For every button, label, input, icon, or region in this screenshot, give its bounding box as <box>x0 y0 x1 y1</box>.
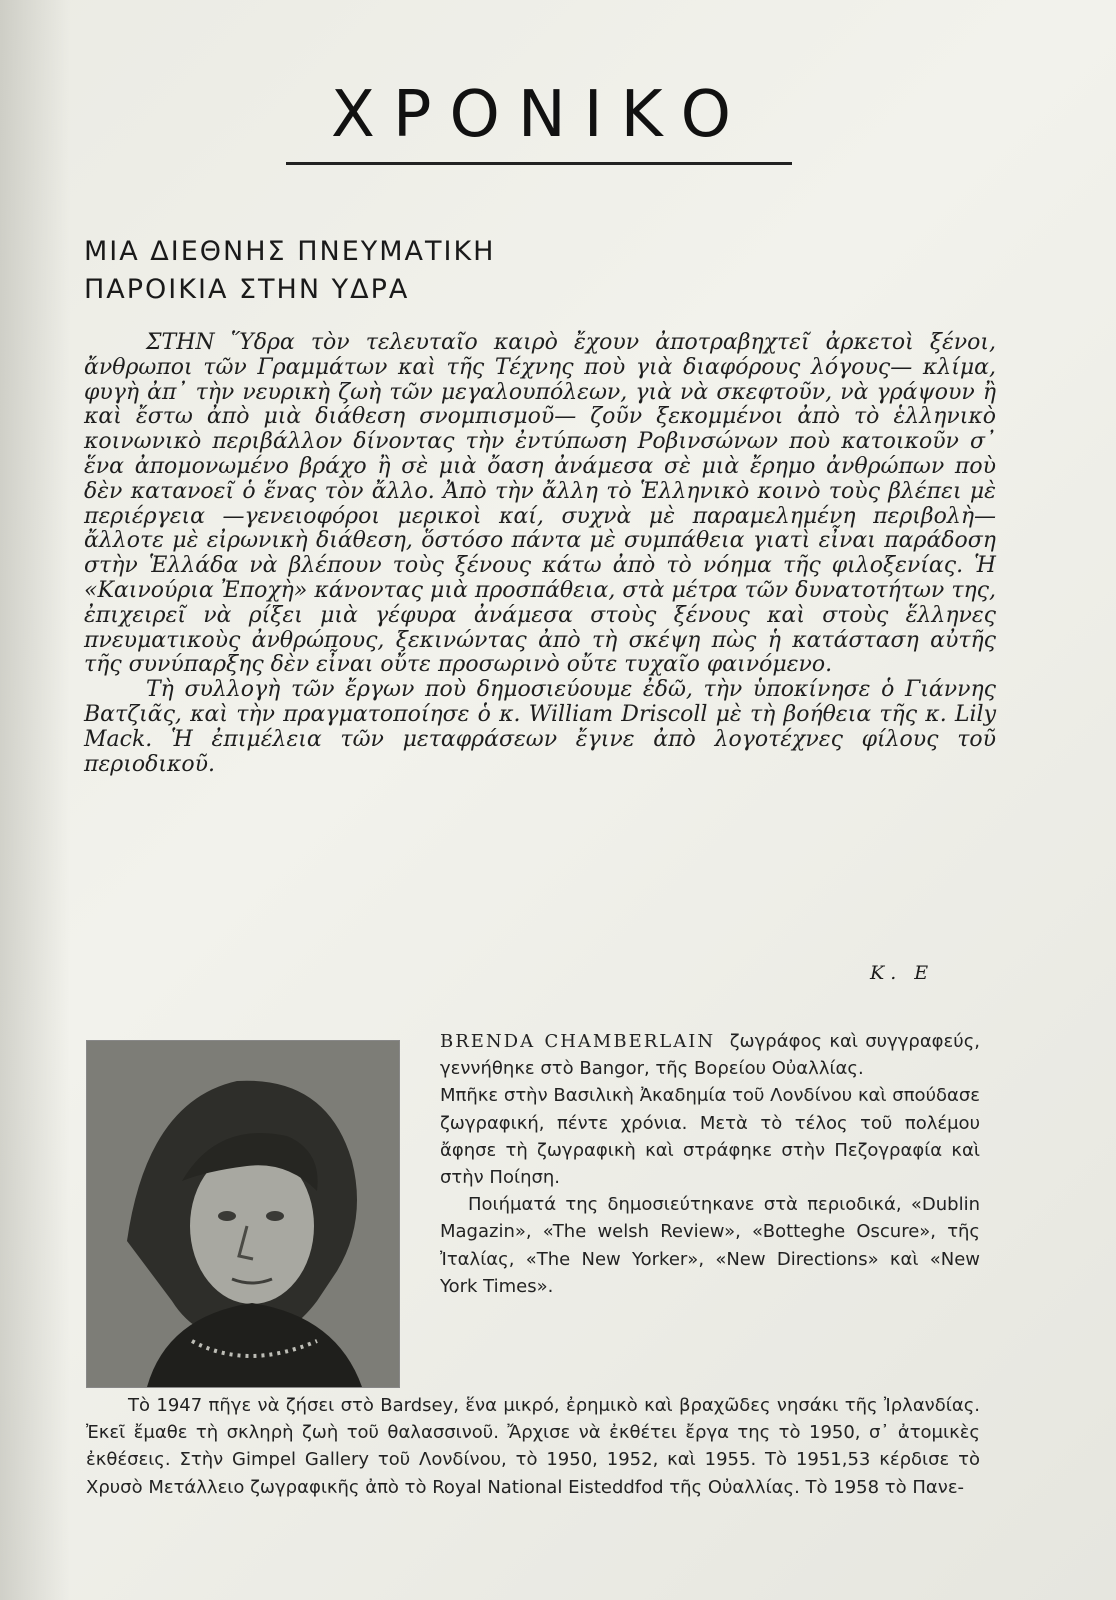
biography-column <box>440 1028 980 1300</box>
article-intro <box>84 331 996 777</box>
editor-signature: Κ. Ε <box>870 962 935 984</box>
title-underline <box>286 162 792 165</box>
page-edge-shadow <box>0 0 70 1600</box>
author-portrait-photo <box>86 1040 400 1388</box>
biography-intro: ζωγράφος καὶ συγγραφεύς, γεννήθηκε στὸ Bangor, τῆς Βορείου Οὐαλλίας. <box>440 1031 980 1080</box>
article-heading-line-1: ΜΙΑ ΔΙΕΘΝΗΣ ΠΝΕΥΜΑΤΙΚΗ <box>84 236 496 267</box>
portrait-illustration <box>87 1041 399 1387</box>
section-title: ΧΡΟΝΙΚΟ <box>331 78 749 152</box>
intro-paragraph-1: ΣΤΗΝ Ὕδρα τὸν τελευταῖο καιρὸ ἔχουν ἀποτραβηχτεῖ ἀρκετοὶ ξένοι, ἄνθρωποι τῶν Γραμμάτων καὶ τῆς Τέχνης ποὺ γιὰ διαφόρους λόγους— κλίμα, φυγὴ ἀπ᾿ τὴν νευρικὴ ζωὴ τῶν μεγαλουπόλεων, γιὰ νὰ σκεφτοῦν, νὰ γράψουν ἢ καὶ ἔστω ἀπὸ μιὰ διάθεση σνομπισμοῦ— ζοῦν ξεκομμένοι ἀπὸ τὸ ἑλληνικὸ κοινωνικὸ περιβάλλον δίνοντας τὴν ἐντύπωση Ροβινσώνων ποὺ κατοικοῦν σ᾿ ἕνα ἀπομονωμένο βράχο ἢ σὲ μιὰ ὄαση ἀνάμεσα σὲ μιὰ ἔρημο ἀνθρώπων ποὺ δὲν κατανοεῖ ὁ ἕνας τὸν ἄλλο. Ἀπὸ τὴν ἄλλη τὸ Ἑλληνικὸ κοινὸ τοὺς βλέπει μὲ περιέργεια —γενειοφόροι μερικοὶ καί, συχνὰ μὲ παραμελημένη περιβολὴ— ἄλλοτε μὲ εἰρωνικὴ διάθεση, ὅστόσο πάντα μὲ συμπάθεια γιατὶ εἶναι παράδοση στὴν Ἑλλάδα νὰ βλέπουν τοὺς ξένους κάτω ἀπὸ τὸ νόημα τῆς φιλοξενίας. Ἡ «Καινούρια Ἐποχὴ» κάνοντας μιὰ προσπάθεια, στὰ μέτρα τῶν δυνατοτήτων της, ἐπιχειρεῖ νὰ ρίξει μιὰ γέφυρα ἀνάμεσα στοὺς ξένους καὶ στοὺς ἕλληνες πνευματικοὺς ἀνθρώπους, ξεκινώντας ἀπὸ τὴ σκέψη πὼς ἡ κατάσταση αὐτῆς τῆς συνύπαρξης δὲν εἶναι οὔτε προσωρινὸ οὔτε τυχαῖο φαινόμενο. <box>84 330 996 678</box>
biography-paragraph-2: Μπῆκε στὴν Βασιλικὴ Ἀκαδημία τοῦ Λονδίνου καὶ σπούδασε ζωγραφική, πέντε χρόνια. Μετὰ τὸ τέλος τοῦ πολέμου ἄφησε τὴ ζωγραφικὴ καὶ στράφηκε στὴν Πεζογραφία καὶ στὴν Ποίηση. <box>440 1085 980 1189</box>
biography-continuation <box>86 1392 980 1501</box>
biography-paragraph-4: Τὸ 1947 πῆγε νὰ ζήσει στὸ Bardsey, ἕνα μικρό, ἐρημικὸ καὶ βραχῶδες νησάκι τῆς Ἰρλανδίας. Ἐκεῖ ἔμαθε τὴ σκληρὴ ζωὴ τοῦ θαλασσινοῦ. Ἄρχισε νὰ ἐκθέτει ἔργα της τὸ 1950, σ᾿ ἀτομικὲς ἐκθέσεις. Στὴν Gimpel Gallery τοῦ Λονδίνου, τὸ 1950, 1952, καὶ 1955. Τὸ 1951,53 κέρδισε τὸ Χρυσὸ Μετάλλειο ζωγραφικῆς ἀπὸ τὸ Royal National Eisteddfod τῆς Οὐαλλίας. Τὸ 1958 τὸ Πανε- <box>86 1395 980 1498</box>
intro-paragraph-2: Τὴ συλλογὴ τῶν ἔργων ποὺ δημοσιεύουμε ἐδῶ, τὴν ὑποκίνησε ὁ Γιάννης Βατζιᾶς, καὶ τὴν πραγματοποίησε ὁ κ. William Driscoll μὲ τὴ βοήθεια τῆς κ. Lily Mack. Ἡ ἐπιμέλεια τῶν μεταφράσεων ἔγινε ἀπὸ λογοτέχνες φίλους τοῦ περιοδικοῦ. <box>84 677 996 777</box>
biography-paragraph-3: Ποιήματά της δημοσιεύτηκανε στὰ περιοδικά, «Dublin Magazin», «The welsh Review», «Botteghe Oscure», τῆς Ἰταλίας, «The New Yorker», «New Directions» καὶ «New York Times». <box>440 1194 980 1297</box>
biography-name: BRENDA CHAMBERLAIN <box>440 1031 716 1052</box>
article-heading-line-2: ΠΑΡΟΙΚΙΑ ΣΤΗΝ ΥΔΡΑ <box>84 274 410 305</box>
